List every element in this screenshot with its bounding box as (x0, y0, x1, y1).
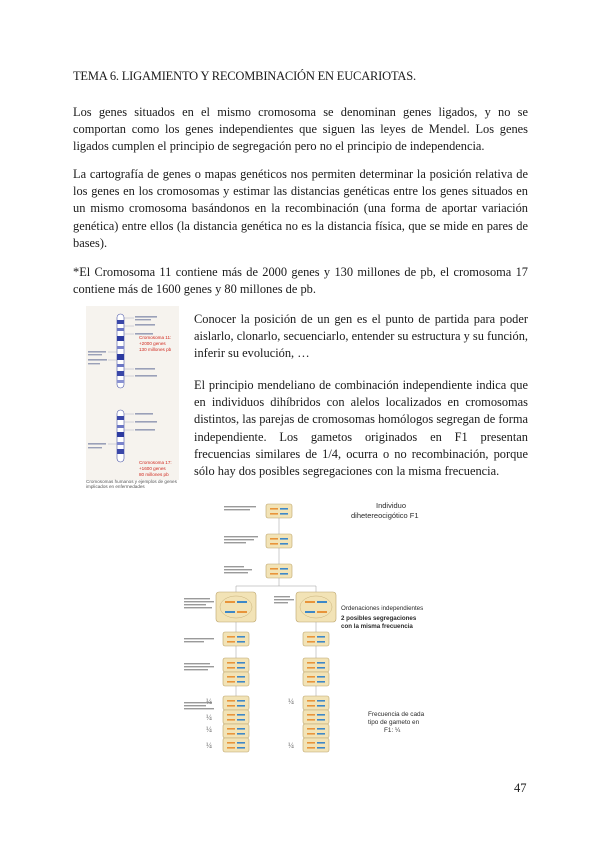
label-frecuencia: Frecuencia de cada tipo de gameto en F1: ¼ (368, 711, 425, 734)
diagram-cell-prophase (266, 534, 292, 548)
paragraph-genetic-mapping: La cartografía de genes o mapas genéticos nos permiten determinar la posición relativa de los genes en los cromosomas y estimar las distancias genéticas entre los genes situados en un mismo cromosoma basándonos en la recombinación (una forma de aportar variación genética) entre ellos (la distancia genética no es la distancia física, que se mide en pares de bases). (73, 167, 528, 250)
diagram-left-gamete-4 (223, 738, 249, 752)
diagram-right-telophase-2 (303, 672, 329, 686)
paragraph-gene-position: Conocer la posición de un gen es el punto de partida para poder aislarlo, clonarlo, secuenciarlo, entender su estructura y su función, inferir su evolución, … (194, 312, 528, 361)
diagram-right-gamete-3 (303, 724, 329, 738)
diagram-left-anaphase (223, 632, 249, 646)
paragraph-linked-genes: Los genes situados en el mismo cromosoma se denominan genes ligados, y no se comportan como los genes independientes que siguen las leyes de Mendel. Los genes ligados cumplen el principio de segregación pero no el principio de independencia. (73, 105, 528, 154)
diagram-cell-metaphase (266, 564, 292, 578)
quarter-label-4: ¼ (206, 741, 212, 750)
chromosome-11-label: Cromosoma 11: +2000 genes 130 millones pb (139, 335, 172, 352)
segregation-diagram (176, 498, 456, 756)
label-segregaciones: 2 posibles segregaciones con la misma frecuencia (341, 615, 417, 630)
quarter-label-1: ¼ (206, 697, 212, 706)
diagram-cell-top (266, 504, 292, 518)
diagram-right-gamete-1 (303, 696, 329, 710)
page-number: 47 (514, 781, 527, 795)
chromosome-17-label: Cromosoma 17: +1600 genes 80 millones pb (139, 460, 172, 477)
diagram-right-anaphase (303, 632, 329, 646)
label-individuo: Individuo dihetereocigótico F1 (351, 501, 419, 520)
diagram-branch-left-cell (216, 592, 256, 622)
diagram-right-gamete-2 (303, 710, 329, 724)
quarter-label-2: ¼ (206, 713, 212, 722)
label-ordenaciones: Ordenaciones independientes (341, 605, 424, 612)
diagram-right-telophase-1 (303, 658, 329, 672)
chromosome-figure (86, 306, 179, 480)
paragraph-chromosome-note: *El Cromosoma 11 contiene más de 2000 genes y 130 millones de pb, el cromosoma 17 contiene más de 1600 genes y 80 millones de pb. (73, 265, 528, 297)
chromosome-11-icon (117, 314, 124, 388)
diagram-left-gamete-1 (223, 696, 249, 710)
quarter-label-5: ¼ (288, 697, 294, 706)
diagram-right-gamete-4 (303, 738, 329, 752)
diagram-branch-right-cell (296, 592, 336, 622)
diagram-left-gamete-3 (223, 724, 249, 738)
paragraph-mendel-principle: El principio mendeliano de combinación independiente indica que en individuos dihíbridos con alelos localizados en cromosomas distintos, las parejas de cromosomas homólogos segregan de forma independiente. Los gametos originados en F1 presentan frecuencias similares de 1/4, ocurra o no recombinación, porque sólo hay dos posibles segregaciones con la misma frecuencia. (194, 378, 528, 479)
quarter-label-6: ¼ (288, 741, 294, 750)
page-title: TEMA 6. LIGAMIENTO Y RECOMBINACIÓN EN EUCARIOTAS. (73, 69, 416, 83)
diagram-left-gamete-2 (223, 710, 249, 724)
diagram-left-telophase-1 (223, 658, 249, 672)
chromosome-figure-caption: Cromosomas humanos y ejemplos de genes implicados en enfermedades (86, 479, 177, 490)
diagram-left-telophase-2 (223, 672, 249, 686)
chromosome-17-icon (117, 410, 124, 462)
quarter-label-3: ¼ (206, 725, 212, 734)
